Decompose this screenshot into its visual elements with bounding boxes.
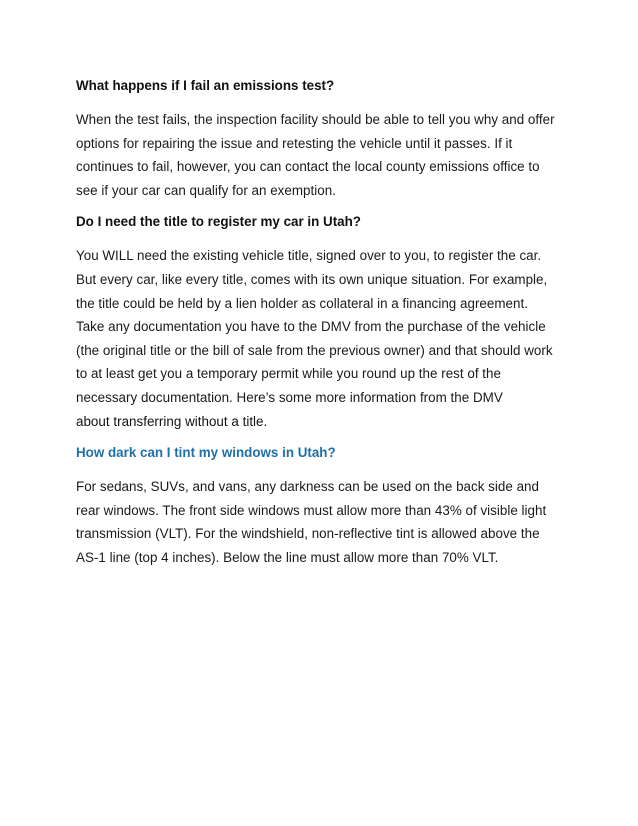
section-body-title — [76, 244, 566, 433]
body-line: (the original title or the bill of sale from the previous owner) and that should work — [76, 342, 553, 358]
body-line: For sedans, SUVs, and vans, any darkness can be used on the back side and — [76, 479, 539, 495]
body-line: Take any documentation you have to the DMV from the purchase of the vehicle — [76, 319, 546, 335]
body-line: see if your car can qualify for an exemption. — [76, 182, 336, 198]
document-page — [76, 76, 566, 580]
section-heading-emissions: What happens if I fail an emissions test? — [76, 78, 335, 93]
section-body-tint — [76, 475, 566, 569]
body-line: the title could be held by a lien holder as collateral in a financing agreement. — [76, 295, 528, 311]
body-line: When the test fails, the inspection facility should be able to tell you why and offer — [76, 112, 555, 127]
body-line: You WILL need the existing vehicle title, signed over to you, to register the car. — [76, 248, 542, 264]
body-line: necessary documentation. Here’s some more information from the DMV — [76, 389, 503, 405]
section-heading-title: Do I need the title to register my car in Utah? — [76, 214, 361, 230]
section-body-emissions — [76, 108, 566, 202]
body-line: rear windows. The front side windows must allow more than 43% of visible light — [76, 502, 547, 518]
link-suffix-text: . — [263, 413, 268, 429]
body-line: But every car, like every title, comes with its own unique situation. For example, — [76, 271, 548, 287]
body-line: AS-1 line (top 4 inches). Below the line must allow more than 70% VLT. — [76, 549, 499, 565]
transferring-without-title-link[interactable]: transferring without a title — [113, 413, 264, 429]
body-line: transmission (VLT). For the windshield, non-reflective tint is allowed above the — [76, 526, 540, 542]
link-prefix-text: about — [76, 413, 114, 429]
body-line: options for repairing the issue and retesting the vehicle until it passes. If it — [76, 135, 513, 151]
body-line: continues to fail, however, you can contact the local county emissions office to — [76, 159, 540, 175]
body-line-with-link — [76, 410, 566, 434]
body-line: to at least get you a temporary permit while you round up the rest of the — [76, 366, 501, 382]
section-heading-tint: How dark can I tint my windows in Utah? — [76, 445, 336, 461]
